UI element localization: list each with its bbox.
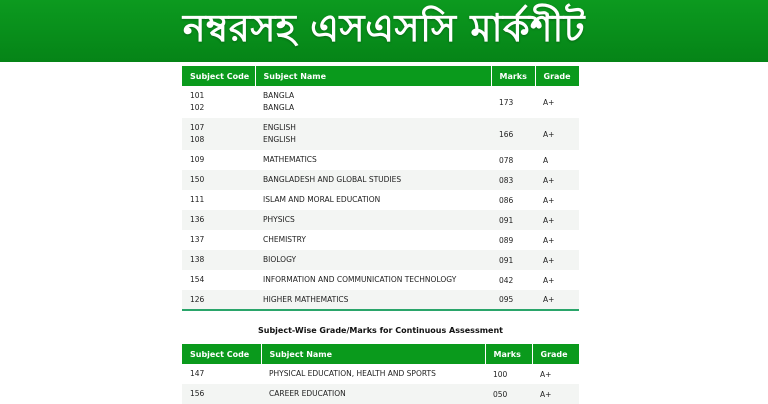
subject-name: BIOLOGY [263, 255, 297, 264]
table-row [182, 170, 579, 190]
marks-value: 100 [485, 364, 532, 384]
subject-name-cell [255, 210, 491, 230]
table-row [182, 118, 579, 150]
subject-code: 156 [190, 389, 205, 398]
header-grade: Grade [535, 66, 579, 86]
subject-name: BANGLA [263, 103, 295, 112]
grade-value: A+ [535, 270, 579, 290]
subject-code-cell [182, 210, 255, 230]
grade-value: A+ [532, 384, 579, 404]
subject-code-cell [182, 118, 255, 150]
subject-code: 109 [190, 155, 205, 164]
table-row [182, 250, 579, 270]
subject-name-cell [255, 118, 491, 150]
page-title: নম্বরসহ এসএসসি মার্কশীট [182, 6, 586, 50]
subject-name: ENGLISH [263, 135, 296, 144]
marks-value: 050 [485, 384, 532, 404]
marks-value: 173 [491, 86, 535, 118]
subject-name: MATHEMATICS [263, 155, 317, 164]
marks-value: 083 [491, 170, 535, 190]
header-marks: Marks [491, 66, 535, 86]
table-row [182, 270, 579, 290]
subject-name: CAREER EDUCATION [269, 389, 346, 398]
subject-name: HIGHER MATHEMATICS [263, 294, 349, 304]
subject-code: 108 [190, 135, 205, 144]
marks-value: 042 [491, 270, 535, 290]
subject-code: 150 [190, 175, 205, 184]
subject-name: BANGLADESH AND GLOBAL STUDIES [263, 175, 402, 184]
subject-name: ENGLISH [263, 123, 296, 132]
marks-value: 091 [491, 210, 535, 230]
marks-table [182, 66, 579, 311]
title-banner [0, 0, 768, 62]
subject-code: 111 [190, 195, 205, 204]
continuous-assessment-title: Subject-Wise Grade/Marks for Continuous Assessment [258, 326, 503, 335]
subject-code-cell [182, 250, 255, 270]
subject-name: INFORMATION AND COMMUNICATION TECHNOLOGY [263, 275, 457, 284]
subject-code-cell [182, 364, 261, 384]
subject-code-cell [182, 150, 255, 170]
subject-name-cell [261, 384, 485, 404]
subject-code: 107 [190, 123, 205, 132]
subject-code: 101 [190, 91, 205, 100]
subject-code: 154 [190, 275, 205, 284]
grade-value: A+ [535, 86, 579, 118]
ca-table-header [182, 344, 579, 364]
subject-name-cell [255, 86, 491, 118]
subject-code: 102 [190, 103, 205, 112]
table-row [182, 230, 579, 250]
subject-code: 126 [190, 294, 205, 304]
subject-name-cell [255, 190, 491, 210]
header-subject-code: Subject Code [182, 66, 255, 86]
grade-value: A+ [532, 364, 579, 384]
marks-value: 078 [491, 150, 535, 170]
marks-value: 086 [491, 190, 535, 210]
subject-code-cell [182, 230, 255, 250]
grade-value: A [535, 150, 579, 170]
marks-value: 089 [491, 230, 535, 250]
table-row [182, 384, 579, 404]
subject-name-cell [255, 170, 491, 190]
marks-value: 166 [491, 118, 535, 150]
grade-value: A+ [535, 290, 579, 310]
subject-code: 147 [190, 369, 205, 378]
subject-code-cell [182, 270, 255, 290]
subject-code-cell [182, 86, 255, 118]
marks-table-header [182, 66, 579, 86]
header-grade: Grade [532, 344, 579, 364]
subject-name: PHYSICAL EDUCATION, HEALTH AND SPORTS [269, 369, 436, 378]
header-marks: Marks [485, 344, 532, 364]
subject-code-cell [182, 190, 255, 210]
grade-value: A+ [535, 210, 579, 230]
subject-name: CHEMISTRY [263, 235, 306, 244]
table-row [182, 210, 579, 230]
header-subject-code: Subject Code [182, 344, 261, 364]
grade-value: A+ [535, 250, 579, 270]
marks-value: 095 [491, 290, 535, 310]
subject-name-cell [255, 150, 491, 170]
continuous-assessment-table [182, 344, 579, 404]
header-subject-name: Subject Name [255, 66, 491, 86]
header-subject-name: Subject Name [261, 344, 485, 364]
subject-name: PHYSICS [263, 215, 295, 224]
subject-code-cell [182, 290, 255, 310]
table-row [182, 150, 579, 170]
grade-value: A+ [535, 230, 579, 250]
subject-code-cell [182, 170, 255, 190]
subject-name-cell [255, 250, 491, 270]
grade-value: A+ [535, 170, 579, 190]
subject-code: 138 [190, 255, 205, 264]
subject-name-cell [255, 270, 491, 290]
table-row [182, 290, 579, 310]
table-row [182, 364, 579, 384]
table-row [182, 190, 579, 210]
subject-name: BANGLA [263, 91, 295, 100]
grade-value: A+ [535, 118, 579, 150]
grade-value: A+ [535, 190, 579, 210]
subject-code-cell [182, 384, 261, 404]
subject-name: ISLAM AND MORAL EDUCATION [263, 195, 381, 204]
marks-value: 091 [491, 250, 535, 270]
subject-name-cell [261, 364, 485, 384]
subject-name-cell [255, 230, 491, 250]
table-row [182, 86, 579, 118]
subject-name-cell [255, 290, 491, 310]
subject-code: 137 [190, 235, 205, 244]
subject-code: 136 [190, 215, 205, 224]
